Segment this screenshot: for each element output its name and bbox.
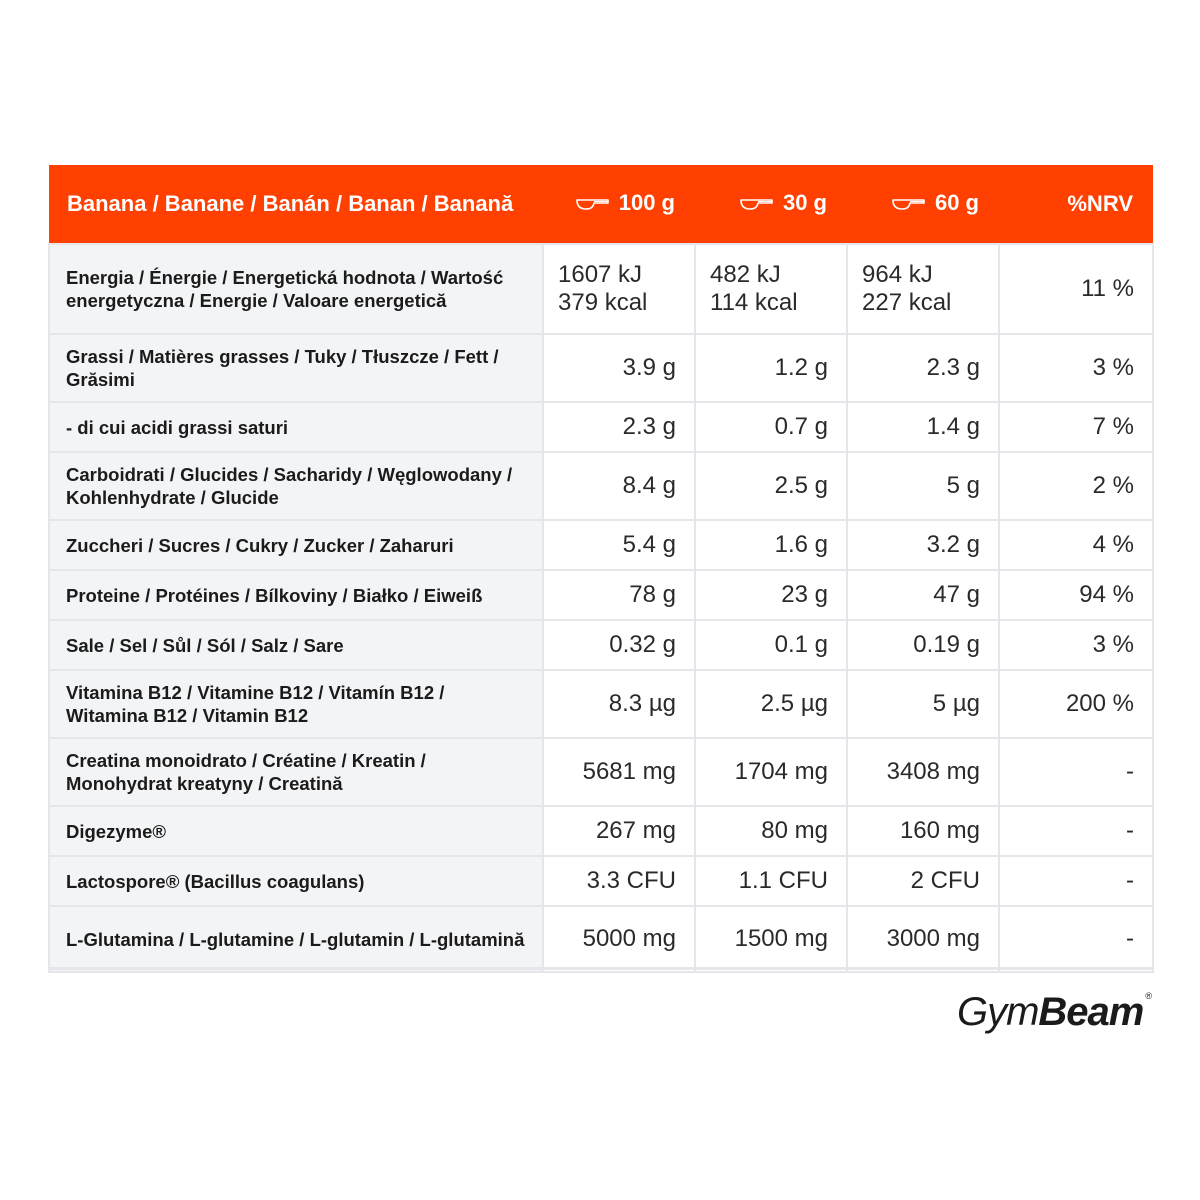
- nutrient-name: Creatina monoidrato / Créatine / Kreatin / Monohydrat kreatyny / Creatină: [49, 738, 543, 806]
- value-30g: 80 mg: [695, 806, 847, 856]
- header-100g-label: 100 g: [618, 190, 675, 216]
- table-row: [49, 856, 1153, 906]
- value-30g: 0.7 g: [695, 402, 847, 452]
- value-100g: 3.3 CFU: [543, 856, 695, 906]
- value-kcal: 379 kcal: [558, 289, 648, 316]
- value-30g: 2.5 µg: [695, 670, 847, 738]
- logo-gym-text: Gym: [956, 990, 1039, 1034]
- scoop-icon: [575, 192, 609, 218]
- value-30g: 1704 mg: [695, 738, 847, 806]
- nutrient-name: Vitamina B12 / Vitamine B12 / Vitamín B12 / Witamina B12 / Vitamin B12: [49, 670, 543, 738]
- nutrition-table-container: [48, 165, 1152, 973]
- value-kcal: 114 kcal: [710, 289, 798, 316]
- table-row: [49, 620, 1153, 670]
- value-60g: 2 CFU: [847, 856, 999, 906]
- nutrient-name: Lactospore® (Bacillus coagulans): [49, 856, 543, 906]
- table-row: [49, 334, 1153, 402]
- header-100g: [543, 165, 695, 244]
- value-kj: 1607 kJ: [558, 261, 643, 288]
- header-60g-label: 60 g: [934, 190, 979, 216]
- value-100g: 5.4 g: [543, 520, 695, 570]
- nutrient-name: L-Glutamina / L-glutamine / L-glutamin / L-glutamină: [49, 906, 543, 972]
- scoop-icon: [739, 192, 773, 218]
- value-nrv: -: [999, 906, 1153, 972]
- nutrient-name: Zuccheri / Sucres / Cukry / Zucker / Zaharuri: [49, 520, 543, 570]
- value-nrv: 94 %: [999, 570, 1153, 620]
- nutrient-name: Proteine / Protéines / Bílkoviny / Białko / Eiweiß: [49, 570, 543, 620]
- value-60g: 2.3 g: [847, 334, 999, 402]
- value-60g: 5 µg: [847, 670, 999, 738]
- value-kj: 482 kJ: [710, 261, 781, 288]
- nutrient-name: Digezyme®: [49, 806, 543, 856]
- value-nrv: 200 %: [999, 670, 1153, 738]
- value-100g: 8.4 g: [543, 452, 695, 520]
- value-nrv: 3 %: [999, 334, 1153, 402]
- value-60g: [847, 244, 999, 334]
- value-100g: 5681 mg: [543, 738, 695, 806]
- logo-beam-text: Beam: [1038, 990, 1144, 1034]
- value-30g: 1.1 CFU: [695, 856, 847, 906]
- nutrient-name: Energia / Énergie / Energetická hodnota / Wartość energetyczna / Energie / Valoare energetică: [49, 244, 543, 334]
- value-60g: 47 g: [847, 570, 999, 620]
- nutrient-name: Carboidrati / Glucides / Sacharidy / Węglowodany / Kohlenhydrate / Glucide: [49, 452, 543, 520]
- table-row: [49, 520, 1153, 570]
- value-nrv: 3 %: [999, 620, 1153, 670]
- table-row: [49, 738, 1153, 806]
- nutrient-name: - di cui acidi grassi saturi: [49, 402, 543, 452]
- brand-logo: [957, 990, 1152, 1034]
- value-100g: 78 g: [543, 570, 695, 620]
- value-nrv: 7 %: [999, 402, 1153, 452]
- value-30g: 1.6 g: [695, 520, 847, 570]
- value-100g: [543, 244, 695, 334]
- nutrient-name: Grassi / Matières grasses / Tuky / Tłuszcze / Fett / Grăsimi: [49, 334, 543, 402]
- value-nrv: 4 %: [999, 520, 1153, 570]
- header-30g-label: 30 g: [782, 190, 827, 216]
- table-row: [49, 670, 1153, 738]
- value-30g: 0.1 g: [695, 620, 847, 670]
- value-100g: 8.3 µg: [543, 670, 695, 738]
- value-100g: 0.32 g: [543, 620, 695, 670]
- table-row: [49, 906, 1153, 972]
- value-30g: 23 g: [695, 570, 847, 620]
- value-60g: 3000 mg: [847, 906, 999, 972]
- value-60g: 1.4 g: [847, 402, 999, 452]
- nutrient-name: Sale / Sel / Sůl / Sól / Salz / Sare: [49, 620, 543, 670]
- value-100g: 3.9 g: [543, 334, 695, 402]
- header-nrv: %NRV: [999, 165, 1153, 244]
- logo-registered-mark: ®: [1145, 991, 1152, 1001]
- value-30g: 1.2 g: [695, 334, 847, 402]
- table-bottom-divider: [48, 967, 1152, 970]
- table-row-energy: [49, 244, 1153, 334]
- value-nrv: -: [999, 738, 1153, 806]
- value-nrv: -: [999, 856, 1153, 906]
- value-60g: 160 mg: [847, 806, 999, 856]
- table-row: [49, 452, 1153, 520]
- value-100g: 2.3 g: [543, 402, 695, 452]
- product-name-header: Banana / Banane / Banán / Banan / Banană: [49, 165, 543, 244]
- value-nrv: 2 %: [999, 452, 1153, 520]
- value-nrv: -: [999, 806, 1153, 856]
- table-row: [49, 402, 1153, 452]
- value-30g: 1500 mg: [695, 906, 847, 972]
- table-header-row: [49, 165, 1153, 244]
- value-60g: 3.2 g: [847, 520, 999, 570]
- value-60g: 0.19 g: [847, 620, 999, 670]
- value-60g: 5 g: [847, 452, 999, 520]
- value-kcal: 227 kcal: [862, 289, 952, 316]
- value-60g: 3408 mg: [847, 738, 999, 806]
- header-60g: [847, 165, 999, 244]
- value-30g: 2.5 g: [695, 452, 847, 520]
- value-nrv: 11 %: [999, 244, 1153, 334]
- table-row: [49, 570, 1153, 620]
- value-30g: [695, 244, 847, 334]
- value-100g: 5000 mg: [543, 906, 695, 972]
- header-30g: [695, 165, 847, 244]
- table-row: [49, 806, 1153, 856]
- nutrition-table: [48, 165, 1154, 973]
- scoop-icon: [891, 192, 925, 218]
- value-100g: 267 mg: [543, 806, 695, 856]
- value-kj: 964 kJ: [862, 261, 933, 288]
